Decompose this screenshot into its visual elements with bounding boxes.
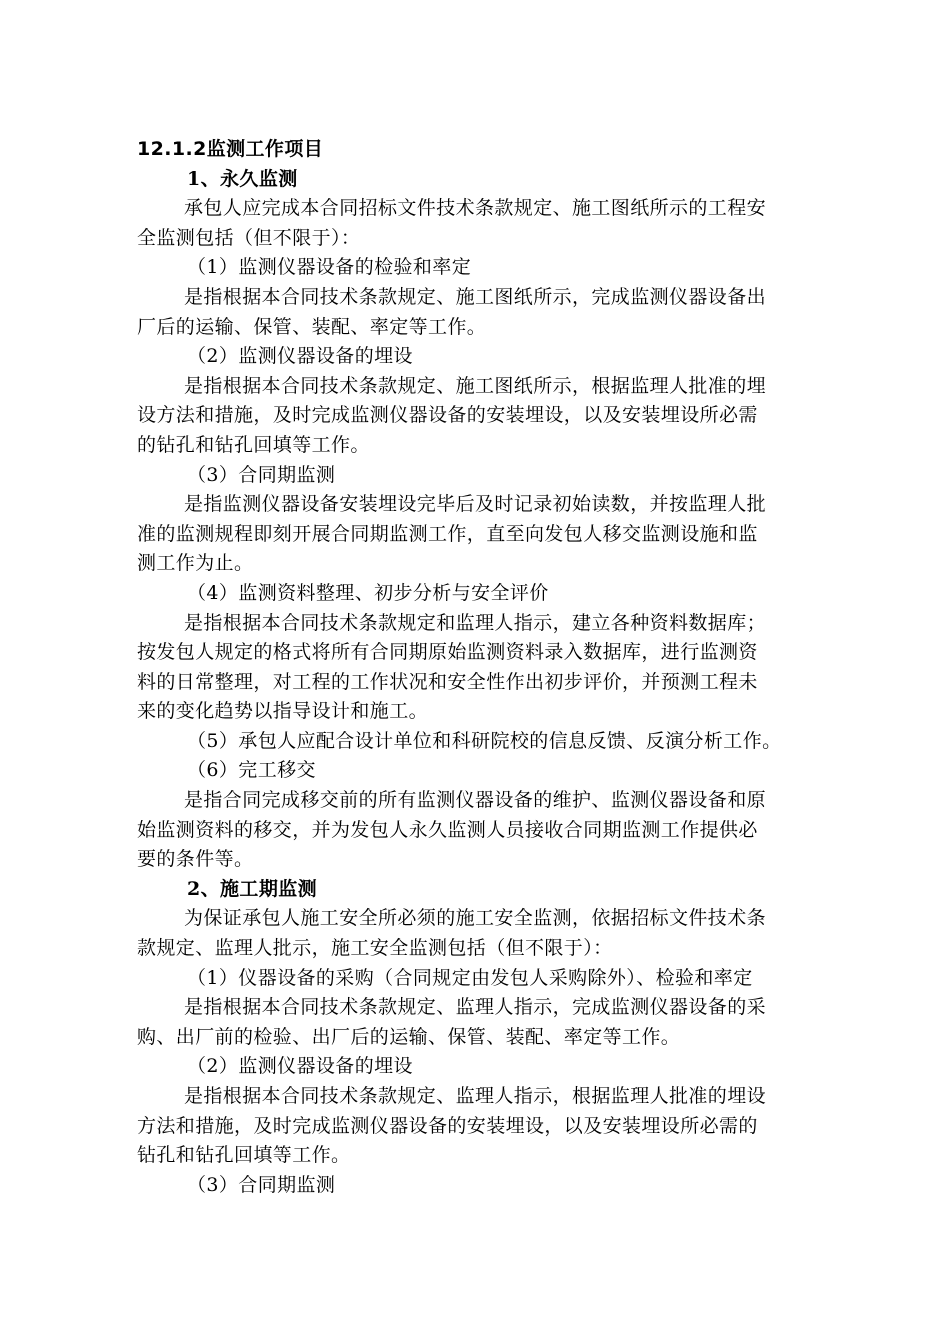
item-body-line: 方法和措施，及时完成监测仪器设备的安装埋设，以及安装埋设所必需的 — [137, 1114, 758, 1137]
item-title: （4）监测资料整理、初步分析与安全评价 — [187, 581, 549, 604]
item-body-line: 是指监测仪器设备安装埋设完毕后及时记录初始读数，并按监理人批 — [184, 493, 767, 516]
part2-intro-line: 为保证承包人施工安全所必须的施工安全监测，依据招标文件技术条 — [184, 907, 767, 930]
part1-heading: 1、永久监测 — [187, 167, 298, 190]
item-body-line: 按发包人规定的格式将所有合同期原始监测资料录入数据库，进行监测资 — [137, 641, 758, 664]
item-body-line: 是指合同完成移交前的所有监测仪器设备的维护、监测仪器设备和原 — [184, 789, 767, 812]
item-body-line: 来的变化趋势以指导设计和施工。 — [137, 700, 429, 723]
item-body-line: 始监测资料的移交，并为发包人永久监测人员接收合同期监测工作提供必 — [137, 818, 758, 841]
item-title: （5）承包人应配合设计单位和科研院校的信息反馈、反演分析工作。 — [187, 729, 782, 752]
document-body — [137, 135, 859, 1200]
item-title: （1）监测仪器设备的检验和率定 — [187, 256, 472, 279]
item-body-line: 是指根据本合同技术条款规定和监理人指示，建立各种资料数据库； — [184, 611, 767, 634]
item-title: （2）监测仪器设备的埋设 — [187, 1055, 413, 1078]
item-title: （6）完工移交 — [187, 759, 316, 782]
part1-intro-line: 全监测包括（但不限于）： — [137, 226, 361, 249]
item-body-line: 厂后的运输、保管、装配、率定等工作。 — [137, 315, 487, 338]
item-title: （2）监测仪器设备的埋设 — [187, 345, 413, 368]
item-title: （3）合同期监测 — [187, 463, 336, 486]
item-body-line: 要的条件等。 — [137, 848, 254, 871]
item-body-line: 准的监测规程即刻开展合同期监测工作，直至向发包人移交监测设施和监 — [137, 522, 758, 545]
item-body-line: 购、出厂前的检验、出厂后的运输、保管、装配、率定等工作。 — [137, 1025, 681, 1048]
section-heading: 12.1.2监测工作项目 — [137, 138, 324, 160]
item-body-line: 是指根据本合同技术条款规定、监理人指示，完成监测仪器设备的采 — [184, 996, 767, 1019]
item-title: （3）合同期监测 — [187, 1173, 336, 1196]
item-body-line: 料的日常整理，对工程的工作状况和安全性作出初步评价，并预测工程未 — [137, 670, 758, 693]
part1-intro-line: 承包人应完成本合同招标文件技术条款规定、施工图纸所示的工程安 — [184, 197, 767, 220]
item-body-line: 是指根据本合同技术条款规定、监理人指示，根据监理人批准的埋设 — [184, 1085, 767, 1107]
item-body-line: 是指根据本合同技术条款规定、施工图纸所示，完成监测仪器设备出 — [184, 285, 767, 308]
item-body-line: 设方法和措施，及时完成监测仪器设备的安装埋设，以及安装埋设所必需 — [137, 404, 758, 427]
item-body-line: 测工作为止。 — [137, 552, 254, 575]
part2-heading: 2、施工期监测 — [187, 877, 318, 900]
item-title: （1）仪器设备的采购（合同规定由发包人采购除外）、检验和率定 — [187, 966, 753, 989]
item-body-line: 钻孔和钻孔回填等工作。 — [137, 1144, 351, 1167]
item-body-line: 的钻孔和钻孔回填等工作。 — [137, 433, 370, 456]
item-body-line: 是指根据本合同技术条款规定、施工图纸所示，根据监理人批准的埋 — [184, 374, 767, 397]
part2-intro-line: 款规定、监理人批示，施工安全监测包括（但不限于）： — [137, 937, 613, 960]
